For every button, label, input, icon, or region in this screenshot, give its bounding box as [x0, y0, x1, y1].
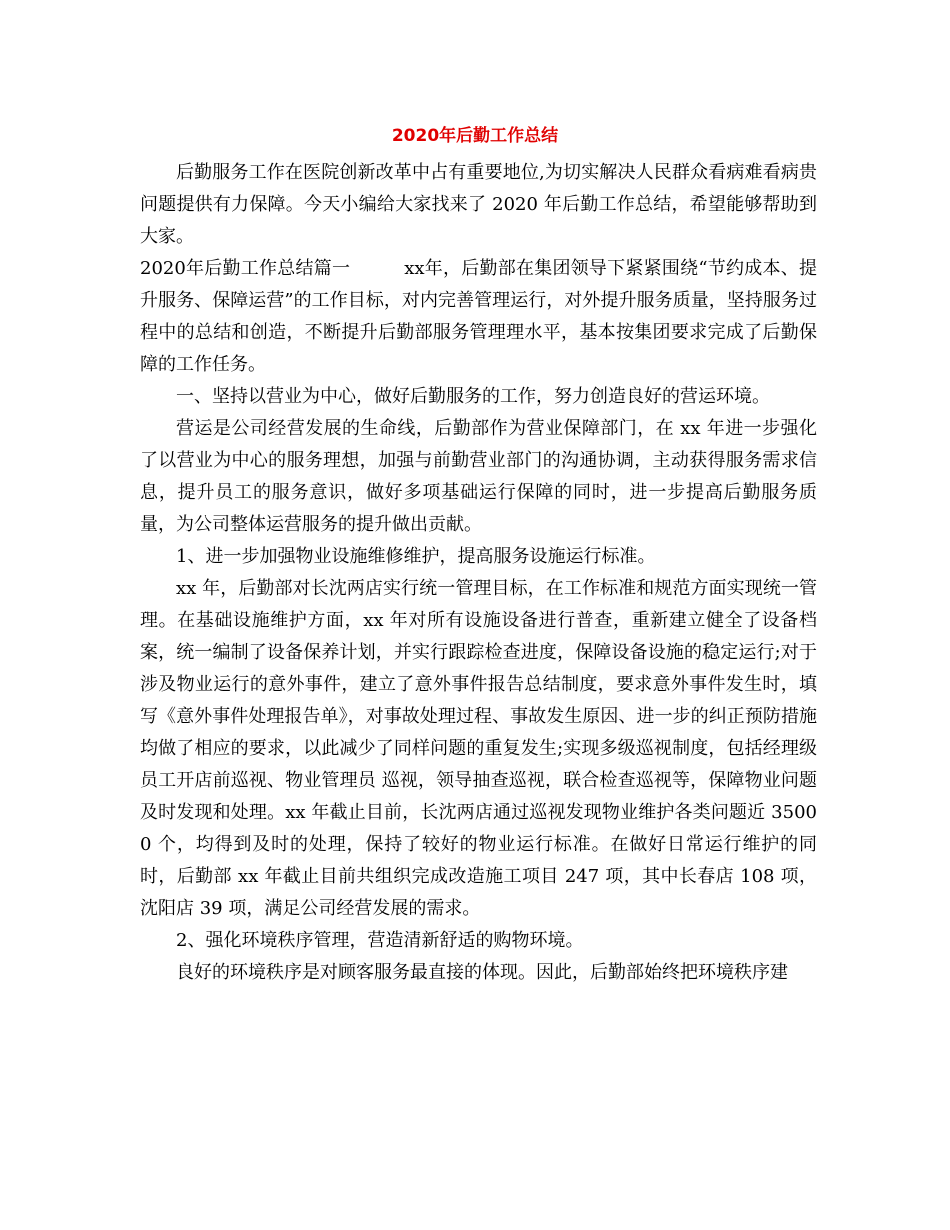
section-paragraph — [140, 253, 817, 381]
subpoint-1-heading: 1、进一步加强物业设施维修维护，提高服务设施运行标准。 — [176, 546, 656, 567]
subpoint-2-heading: 2、强化环境秩序管理，营造清新舒适的购物环境。 — [176, 930, 584, 951]
section-lead: xx年，后勤部在集团领导下紧紧围绕“节约成本、提升服务、保障运营”的工作目标，对内完善管理运行，对外提升服务质量，坚持服务过程中的总结和创造，不断提升后勤部服务管理理水平，基本按集团要求完成了后勤保障的工作任务。 — [140, 258, 817, 375]
point-1-paragraph: 营运是公司经营发展的生命线，后勤部作为营业保障部门，在 xx 年进一步强化了以营业为中心的服务理想，加强与前勤营业部门的沟通协调，主动获得服务需求信息，提升员工的服务意识，做好多项基础运行保障的同时，进一步提高后勤服务质量，为公司整体运营服务的提升做出贡献。 — [140, 418, 817, 535]
document-body — [140, 157, 817, 989]
intro-paragraph: 后勤服务工作在医院创新改革中占有重要地位,为切实解决人民群众看病难看病贵问题提供有力保障。今天小编给大家找来了 2020 年后勤工作总结，希望能够帮助到大家。 — [140, 162, 817, 247]
point-1-heading: 一、坚持以营业为中心，做好后勤服务的工作，努力创造良好的营运环境。 — [176, 386, 770, 407]
subpoint-1-paragraph: xx 年，后勤部对长沈两店实行统一管理目标，在工作标准和规范方面实现统一管理。在基础设施维护方面，xx 年对所有设施设备进行普查，重新建立健全了设备档案，统一编制了设备保养计划，并实行跟踪检查进度，保障设备设施的稳定运行;对于涉及物业运行的意外事件，建立了意外事件报告总结制度，要求意外事件发生时，填写《意外事件处理报告单》，对事故处理过程、事故发生原因、进一步的纠正预防措施均做了相应的要求，以此减少了同样问题的重复发生;实现多级巡视制度，包括经理级员工开店前巡视、物业管理员 巡视，领导抽查巡视，联合检查巡视等，保障物业问题及时发现和处理。xx 年截止目前，长沈两店通过巡视发现物业维护各类问题近 35000 个，均得到及时的处理，保持了较好的物业运行标准。在做好日常运行维护的同时，后勤部 xx 年截止目前共组织完成改造施工项目 247 项，其中长春店 108 项，沈阳店 39 项，满足公司经营发展的需求。 — [140, 578, 817, 919]
section-heading: 2020年后勤工作总结篇一 — [140, 258, 351, 279]
subpoint-2-paragraph: 良好的环境秩序是对顾客服务最直接的体现。因此，后勤部始终把环境秩序建 — [176, 962, 788, 983]
document-title: 2020年后勤工作总结 — [391, 126, 559, 146]
